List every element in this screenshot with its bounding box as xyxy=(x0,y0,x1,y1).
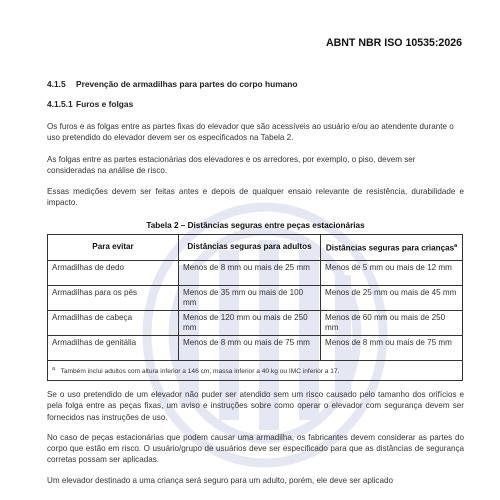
subsection-title: Furos e folgas xyxy=(76,99,134,109)
cell-children: Menos de 25 mm ou mais de 45 mm xyxy=(321,285,463,310)
section-number: 4.1.5 xyxy=(47,79,66,89)
header-avoid: Para evitar xyxy=(48,234,179,260)
section-heading xyxy=(47,79,464,89)
paragraph-5: No caso de peças estacionárias que podem causar uma armadilha, os fabricantes devem considerar as partes do corpo que estão em risco. O usuário/grupo de usuários deve ser especificado para que as distâncias de segurança corretas possam ser aplicadas. xyxy=(47,432,464,465)
safe-distances-table xyxy=(47,234,463,381)
document-id: ABNT NBR ISO 10535:2026 xyxy=(325,37,462,49)
paragraph-6: Um elevador destinado a uma criança será seguro para um adulto, porém, ele deve ser aplicado xyxy=(47,475,393,485)
cell-children: Menos de 60 mm ou mais de 250 mm xyxy=(321,310,463,335)
cell-children: Menos de 5 mm ou mais de 12 mm xyxy=(321,260,463,285)
cell-adults: Menos de 8 mm ou mais de 75 mm xyxy=(179,335,321,360)
table-footnote xyxy=(48,360,463,380)
header-adults: Distâncias seguras para adultos xyxy=(179,234,321,260)
cell-avoid: Armadilhas de genitália xyxy=(48,335,179,360)
table-header-row xyxy=(48,234,463,260)
footnote-mark: a xyxy=(52,365,56,372)
footnote-text: Também inclui adultos com altura inferior a 146 cm, massa inferior a 40 kg ou IMC inferior a 17. xyxy=(60,367,340,375)
table-row xyxy=(48,260,463,285)
cell-avoid: Armadilhas de cabeça xyxy=(48,310,179,335)
section-title: Prevenção de armadilhas para partes do corpo humano xyxy=(76,79,298,89)
paragraph-4: Se o uso pretendido de um elevador não puder ser atendido sem um risco causado pelo tamanho dos orifícios e pela folga entre as peças fixas, um aviso e instruções sobre como operar o elevador com segurança devem ser fornecidos nas instruções de uso. xyxy=(47,389,464,422)
header-children xyxy=(321,234,463,260)
subsection-heading xyxy=(47,99,464,109)
table-row xyxy=(48,335,463,360)
cell-avoid: Armadilhas para os pés xyxy=(48,285,179,310)
footnote-marker: a xyxy=(454,242,458,249)
cell-children: Menos de 8 mm ou mais de 75 mm xyxy=(321,335,463,360)
table-caption: Tabela 2 – Distâncias seguras entre peças estacionárias xyxy=(146,220,365,230)
cell-adults: Menos de 35 mm ou mais de 100 mm xyxy=(179,285,321,310)
document-body xyxy=(47,79,464,486)
table-row xyxy=(48,285,463,310)
paragraph-2: As folgas entre as partes estacionárias dos elevadores e os arredores, por exemplo, o piso, devem ser consideradas na análise de risco. xyxy=(47,154,416,175)
subsection-number: 4.1.5.1 xyxy=(47,99,73,109)
table-row xyxy=(48,310,463,335)
table-footnote-row xyxy=(48,360,463,380)
paragraph-3: Essas medições devem ser feitas antes e depois de qualquer ensaio relevante de resistência, durabilidade e impacto. xyxy=(47,187,464,208)
header-children-label: Distâncias seguras para crianças xyxy=(325,243,455,253)
cell-adults: Menos de 8 mm ou mais de 25 mm xyxy=(179,260,321,285)
paragraph-1: Os furos e as folgas entre as partes fixas do elevador que são acessíveis ao usuário e/ou ao atendente durante o uso pretendido do elevador devem ser os especificados na Tabela 2. xyxy=(47,122,454,143)
cell-adults: Menos de 120 mm ou mais de 250 mm xyxy=(179,310,321,335)
cell-avoid: Armadilhas de dedo xyxy=(48,260,179,285)
